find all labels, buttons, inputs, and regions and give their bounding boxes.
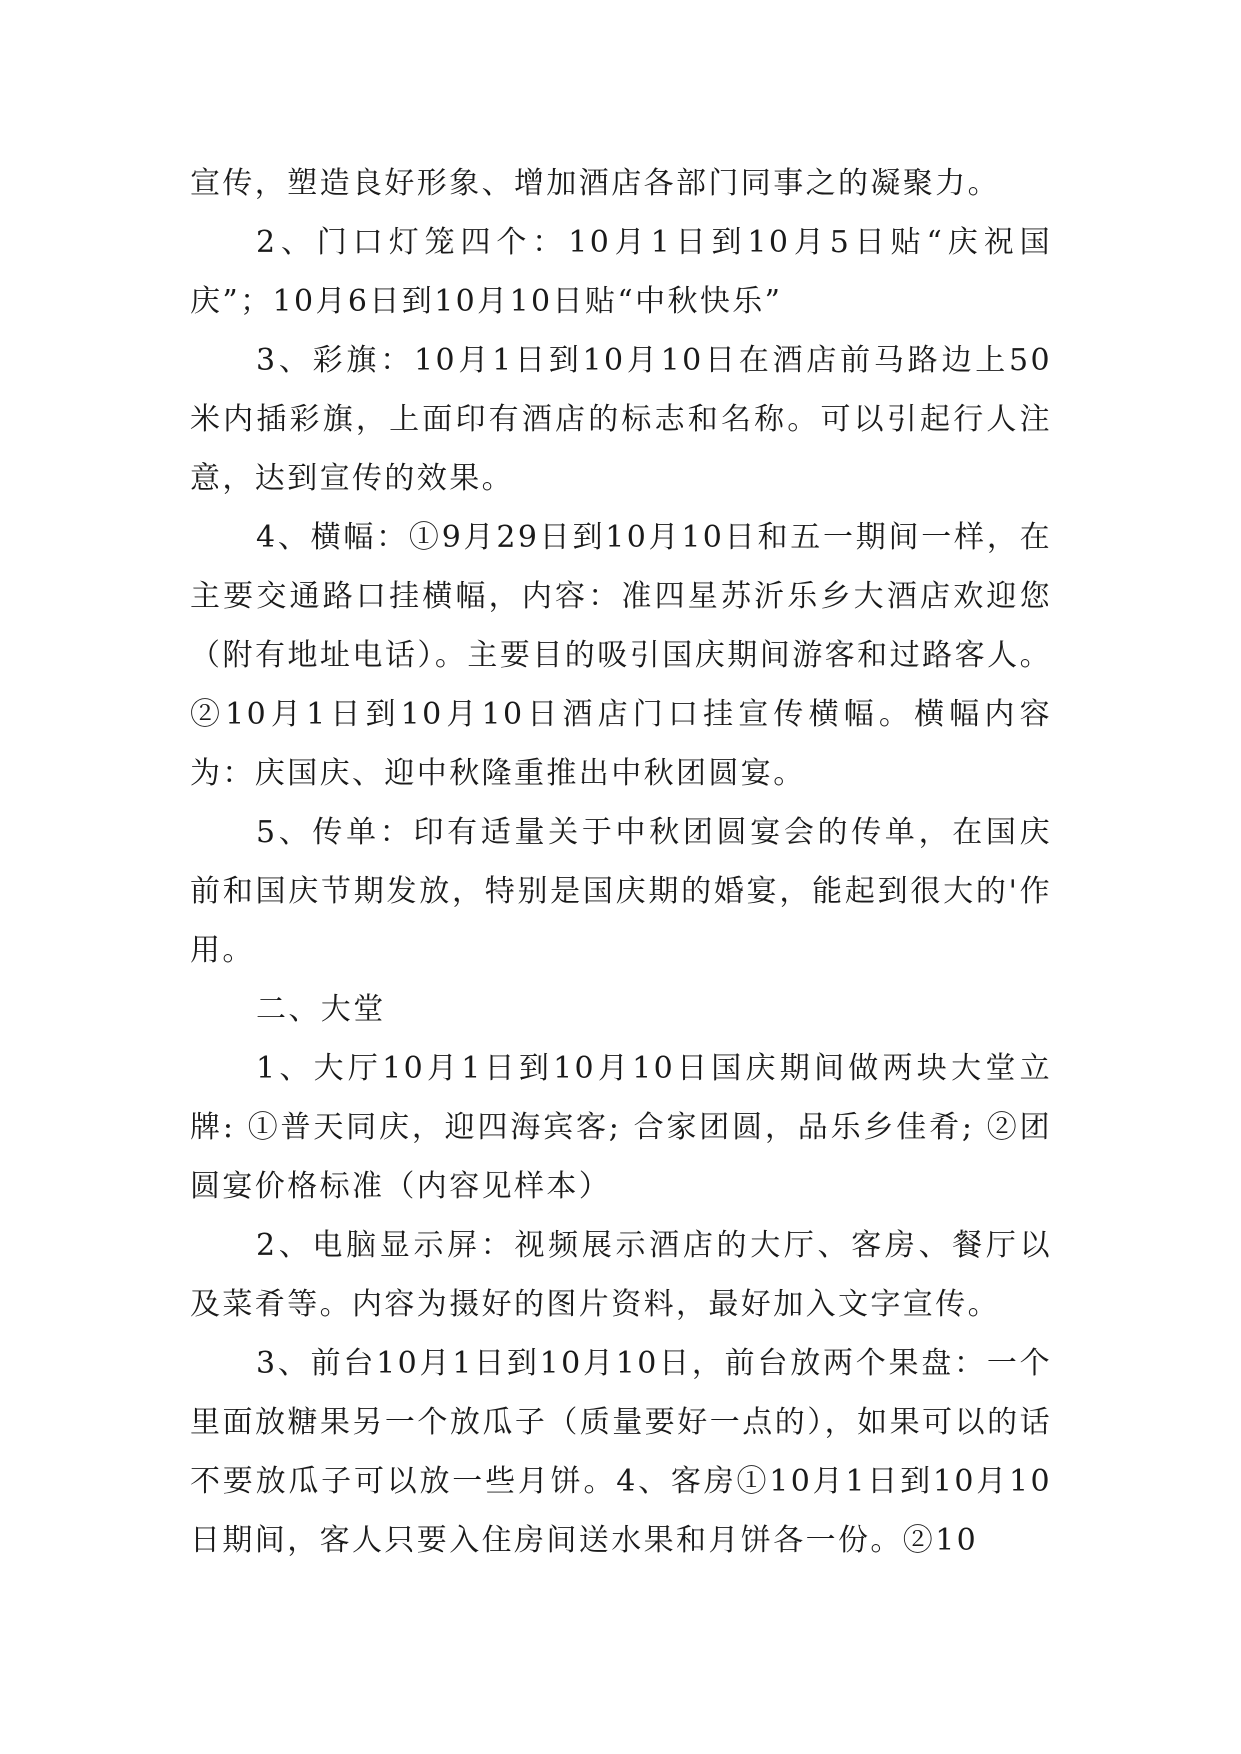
paragraph-front-desk-rooms: 3、前台10月1日到10月10日，前台放两个果盘：一个里面放糖果另一个放瓜子（质量要好一点的），如果可以的话不要放瓜子可以放一些月饼。4、客房①10月1日到10月10日期间，客人只要入住房间送水果和月饼各一份。②10 [190,1346,1052,1558]
paragraph-display-screen: 2、电脑显示屏：视频展示酒店的大厅、客房、餐厅以及菜肴等。内容为摄好的图片资料，最好加入文字宣传。 [190,1228,1052,1322]
section-heading-lobby: 二、大堂 [256,992,386,1027]
document-body [190,154,1052,1570]
paragraph-flags: 3、彩旗：10月1日到10月10日在酒店前马路边上50米内插彩旗，上面印有酒店的标志和名称。可以引起行人注意，达到宣传的效果。 [190,343,1052,496]
paragraph-lanterns: 2、门口灯笼四个：10月1日到10月5日贴“庆祝国庆”；10月6日到10月10日贴“中秋快乐” [190,225,1052,319]
paragraph-banners: 4、横幅：①9月29日到10月10日和五一期间一样，在主要交通路口挂横幅，内容：准四星苏沂乐乡大酒店欢迎您（附有地址电话）。主要目的吸引国庆期间游客和过路客人。②10月1日到10月10日酒店门口挂宣传横幅。横幅内容为：庆国庆、迎中秋隆重推出中秋团圆宴。 [190,520,1052,791]
paragraph-publicity-intro: 宣传，塑造良好形象、增加酒店各部门同事之的凝聚力。 [190,166,1000,201]
paragraph-lobby-signs: 1、大厅10月1日到10月10日国庆期间做两块大堂立牌: ①普天同庆，迎四海宾客; 合家团圆，品乐乡佳肴; ②团圆宴价格标准（内容见样本） [190,1051,1052,1204]
paragraph-leaflets: 5、传单：印有适量关于中秋团圆宴会的传单，在国庆前和国庆节期发放，特别是国庆期的婚宴，能起到很大的'作用。 [190,815,1052,968]
